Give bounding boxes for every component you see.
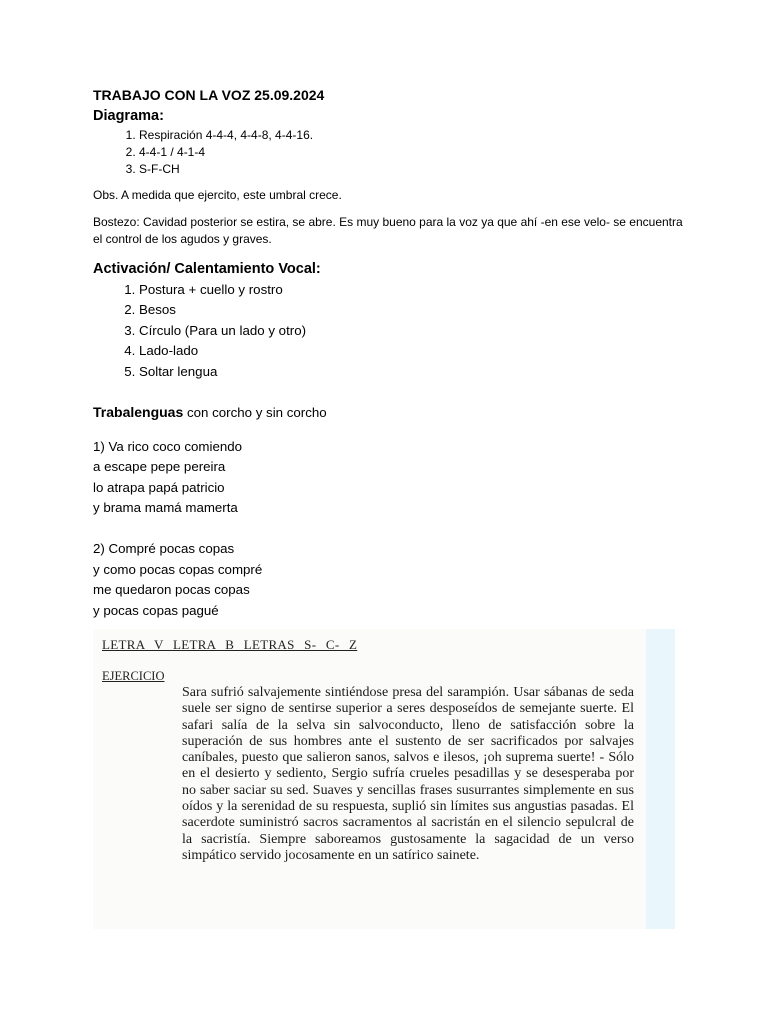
trabalenguas-heading bbox=[93, 402, 683, 424]
tongue-twister-line: 1) Va rico coco comiendo bbox=[93, 438, 243, 454]
tongue-twister-line: lo atrapa papá patricio bbox=[93, 479, 225, 495]
list-item: 3. Círculo (Para un lado y otro) bbox=[139, 321, 683, 341]
list-item: 3. S-F-CH bbox=[139, 161, 683, 178]
list-item: 1. Respiración 4-4-4, 4-4-8, 4-4-16. bbox=[139, 127, 683, 144]
document-page bbox=[93, 86, 683, 621]
scan-exercise-text: Sara sufrió salvajemente sintiéndose presa del sarampión. Usar sábanas de seda suele ser signo de sentirse superior a seres desposeídos de semejante suerte. El safari salía de la selva sin salvoconducto, lleno de satisfacción sobre la superación de sus hombres ante el sustento de ser sacrificados por salvajes caníbales, puesto que salieron sanos, salvos e ilesos, ¡oh suprema suerte! - Sólo en el desierto y sediento, Sergio sufría crueles pesadillas y se desesperaba por no saber saciar su sed. Suaves y sencillas frases susurrantes simplemente en sus oídos y la serenidad de su respuesta, suplió sin límites sus angustias pasadas. El sacerdote suministró sacros sacramentos al sacristán en el silencio sepulcral de la sacristía. Siempre saboreamos gustosamente la sagacidad de un verso simpático servido jocosamente en un satírico sainete. bbox=[182, 685, 634, 863]
tongue-twister-line: y brama mamá mamerta bbox=[93, 500, 238, 516]
trabalenguas-heading-rest: con corcho y sin corcho bbox=[183, 405, 327, 421]
trabalenguas-heading-bold: Trabalenguas bbox=[93, 404, 184, 421]
document-title: TRABAJO CON LA VOZ 25.09.2024 bbox=[93, 87, 325, 103]
list-item: 2. Besos bbox=[139, 300, 683, 320]
diagrama-list bbox=[93, 127, 683, 178]
tongue-twister-line: y como pocas copas compré bbox=[93, 561, 263, 577]
list-item: 1. Postura + cuello y rostro bbox=[139, 280, 683, 300]
activacion-list bbox=[93, 280, 683, 382]
diagrama-heading: Diagrama: bbox=[93, 108, 164, 124]
list-item: 4. Lado-lado bbox=[139, 341, 683, 361]
tongue-twister-line: y pocas copas pagué bbox=[93, 602, 219, 618]
scanned-exercise-image bbox=[93, 629, 675, 929]
tongue-twister-line: me quedaron pocas copas bbox=[93, 582, 250, 598]
tongue-twister-line: 2) Compré pocas copas bbox=[93, 541, 235, 557]
scan-topics-heading: LETRA V LETRA B LETRAS S- C- Z bbox=[102, 637, 358, 652]
tongue-twister-line: a escape pepe pereira bbox=[93, 459, 226, 475]
bostezo-paragraph: Bostezo: Cavidad posterior se estira, se abre. Es muy bueno para la voz ya que ahí -en ese velo- se encuentra el control de los agudos y graves. bbox=[93, 215, 683, 246]
scan-edge bbox=[646, 629, 675, 929]
list-item: 5. Soltar lengua bbox=[139, 362, 683, 382]
obs-paragraph: Obs. A medida que ejercito, este umbral crece. bbox=[93, 188, 342, 202]
list-item: 2. 4-4-1 / 4-1-4 bbox=[139, 144, 683, 161]
activacion-heading: Activación/ Calentamiento Vocal: bbox=[93, 261, 321, 277]
scan-exercise-label: EJERCICIO bbox=[102, 669, 165, 683]
spacer bbox=[93, 519, 683, 540]
